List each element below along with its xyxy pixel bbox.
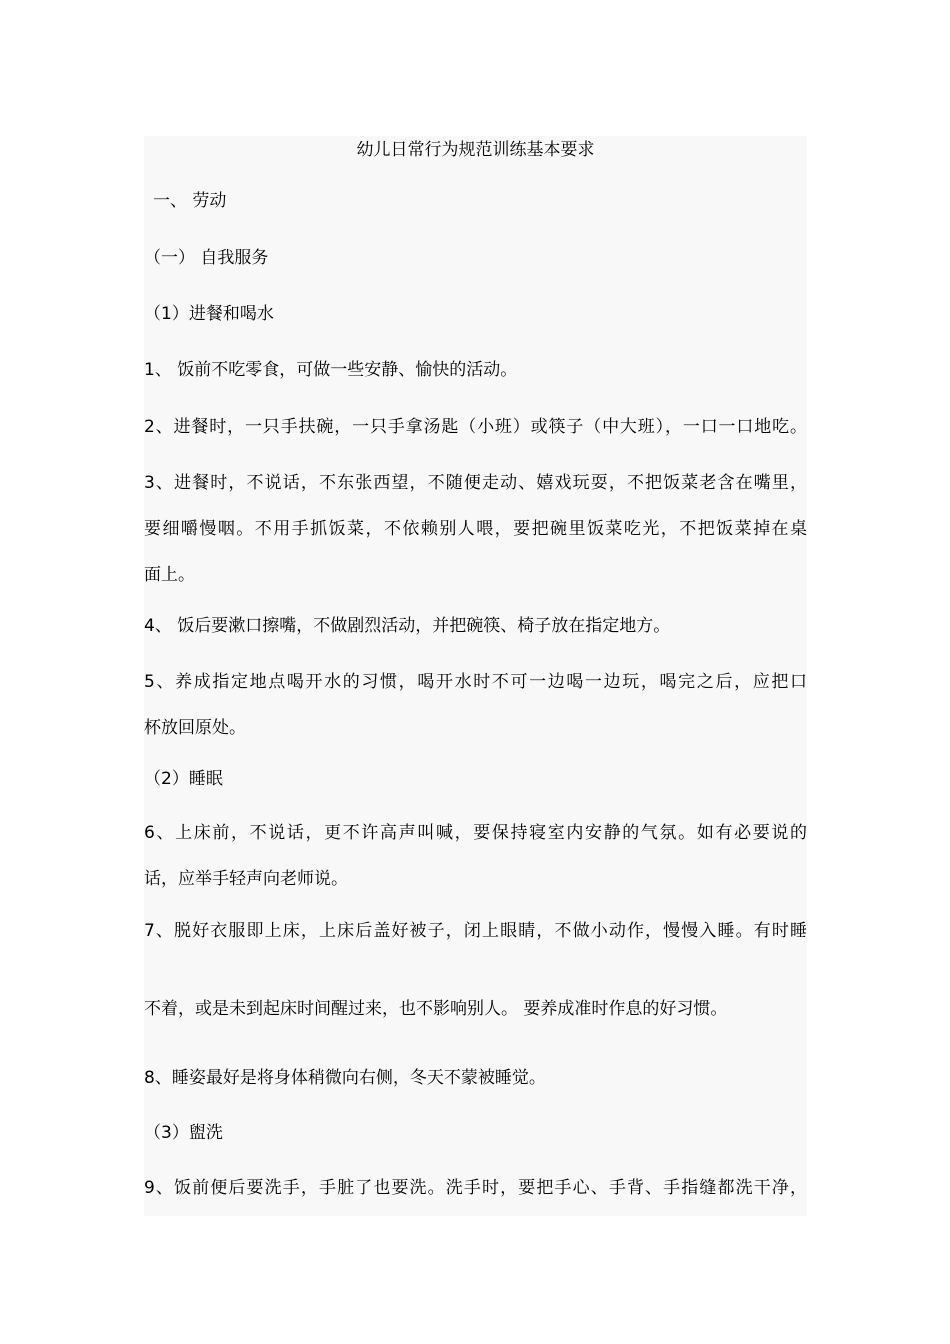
paragraph-item-3-line-1: 3、进餐时，不说话，不东张西望，不随便走动、嬉戏玩耍，不把饭菜老含在嘴里， <box>144 473 807 493</box>
paragraph-item-1: 1、 饭前不吃零食，可做一些安静、愉快的活动。 <box>144 360 518 380</box>
subsection-heading-self-service: （一） 自我服务 <box>144 248 269 268</box>
paragraph-item-3-line-2: 要细嚼慢咽。不用手抓饭菜，不依赖别人喂，要把碗里饭菜吃光，不把饭菜掉在桌 <box>144 519 807 539</box>
topic-heading-washing: （3）盥洗 <box>144 1123 223 1143</box>
topic-heading-sleep: （2）睡眠 <box>144 769 223 789</box>
paragraph-item-6-line-2: 话，应举手轻声向老师说。 <box>144 869 348 889</box>
paragraph-item-5-line-2: 杯放回原处。 <box>144 718 246 738</box>
section-heading-labor: 一、 劳动 <box>153 191 227 211</box>
paragraph-item-6-line-1: 6、上床前，不说话，更不许高声叫喊，要保持寝室内安静的气氛。如有必要说的 <box>144 823 807 843</box>
paragraph-item-3-line-3: 面上。 <box>144 565 195 585</box>
paragraph-item-4: 4、 饭后要漱口擦嘴，不做剧烈活动，并把碗筷、椅子放在指定地方。 <box>144 616 671 636</box>
paragraph-item-7-line-2: 不着，或是未到起床时间醒过来，也不影响别人。 要养成准时作息的好习惯。 <box>144 999 728 1019</box>
paragraph-item-5-line-1: 5、养成指定地点喝开水的习惯，喝开水时不可一边喝一边玩，喝完之后，应把口 <box>144 672 807 692</box>
paragraph-item-7-line-1: 7、脱好衣服即上床，上床后盖好被子，闭上眼睛，不做小动作，慢慢入睡。有时睡 <box>144 921 807 941</box>
paragraph-item-8: 8、睡姿最好是将身体稍微向右侧，冬天不蒙被睡觉。 <box>144 1068 546 1088</box>
paragraph-item-2: 2、进餐时，一只手扶碗，一只手拿汤匙（小班）或筷子（中大班），一口一口地吃。 <box>144 417 807 437</box>
paragraph-item-9-line-1: 9、饭前便后要洗手，手脏了也要洗。洗手时，要把手心、手背、手指缝都洗干净， <box>144 1178 807 1198</box>
document-title: 幼儿日常行为规范训练基本要求 <box>356 140 595 160</box>
topic-heading-eating-drinking: （1）进餐和喝水 <box>144 304 274 324</box>
